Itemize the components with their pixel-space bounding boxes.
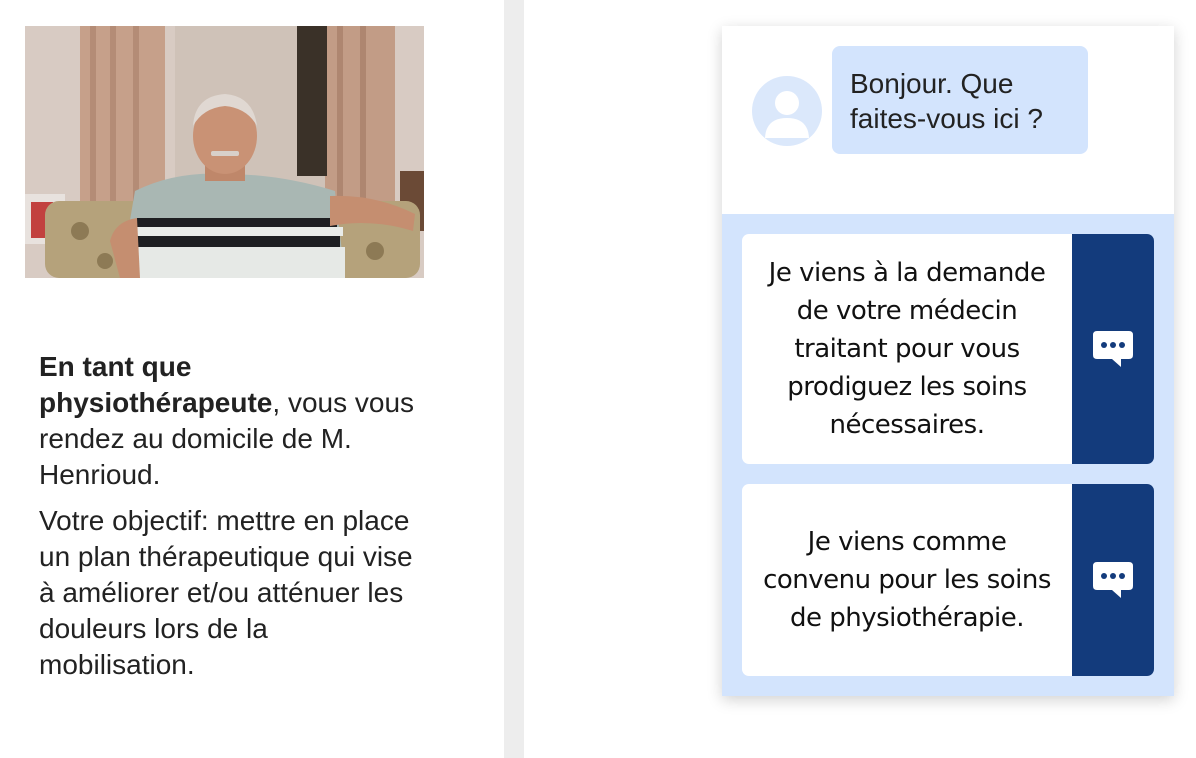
answer-option-1-button[interactable] <box>1072 234 1154 464</box>
answer-option-1-text: Je viens à la demande de votre médecin traitant pour vous prodiguez les soins nécessaires. <box>768 258 1046 440</box>
chat-card <box>722 26 1174 696</box>
answer-option-1-text-wrap <box>742 234 1072 464</box>
scenario-role-rest: , vous vous rendez au domicile de M. Henrioud. <box>39 387 415 490</box>
dialogue-panel <box>524 0 1196 758</box>
answer-option-1[interactable] <box>742 234 1154 464</box>
answer-option-2[interactable] <box>742 484 1154 676</box>
panel-divider <box>504 0 524 758</box>
npc-avatar <box>752 76 822 146</box>
scenario-objective: Votre objectif: mettre en place un plan thérapeutique qui vise à améliorer et/ou atténuer les douleurs lors de la mobilisation. <box>39 505 413 680</box>
scenario-description <box>39 349 419 693</box>
answer-option-2-button[interactable] <box>1072 484 1154 676</box>
answer-option-2-text: Je viens comme convenu pour les soins de physiothérapie. <box>763 527 1051 633</box>
speech-bubble-icon <box>1091 558 1135 602</box>
answer-option-2-text-wrap <box>742 484 1072 676</box>
patient-photo <box>25 26 424 278</box>
scenario-panel <box>0 0 504 758</box>
scenario-role <box>39 349 419 493</box>
answer-options <box>722 214 1174 696</box>
npc-speech-bubble: Bonjour. Que faites-vous ici ? <box>832 46 1088 154</box>
speech-bubble-icon <box>1091 327 1135 371</box>
npc-message-area <box>722 26 1174 214</box>
user-icon <box>752 76 822 146</box>
scenario-role-bold: En tant que physiothérapeute <box>39 351 273 418</box>
